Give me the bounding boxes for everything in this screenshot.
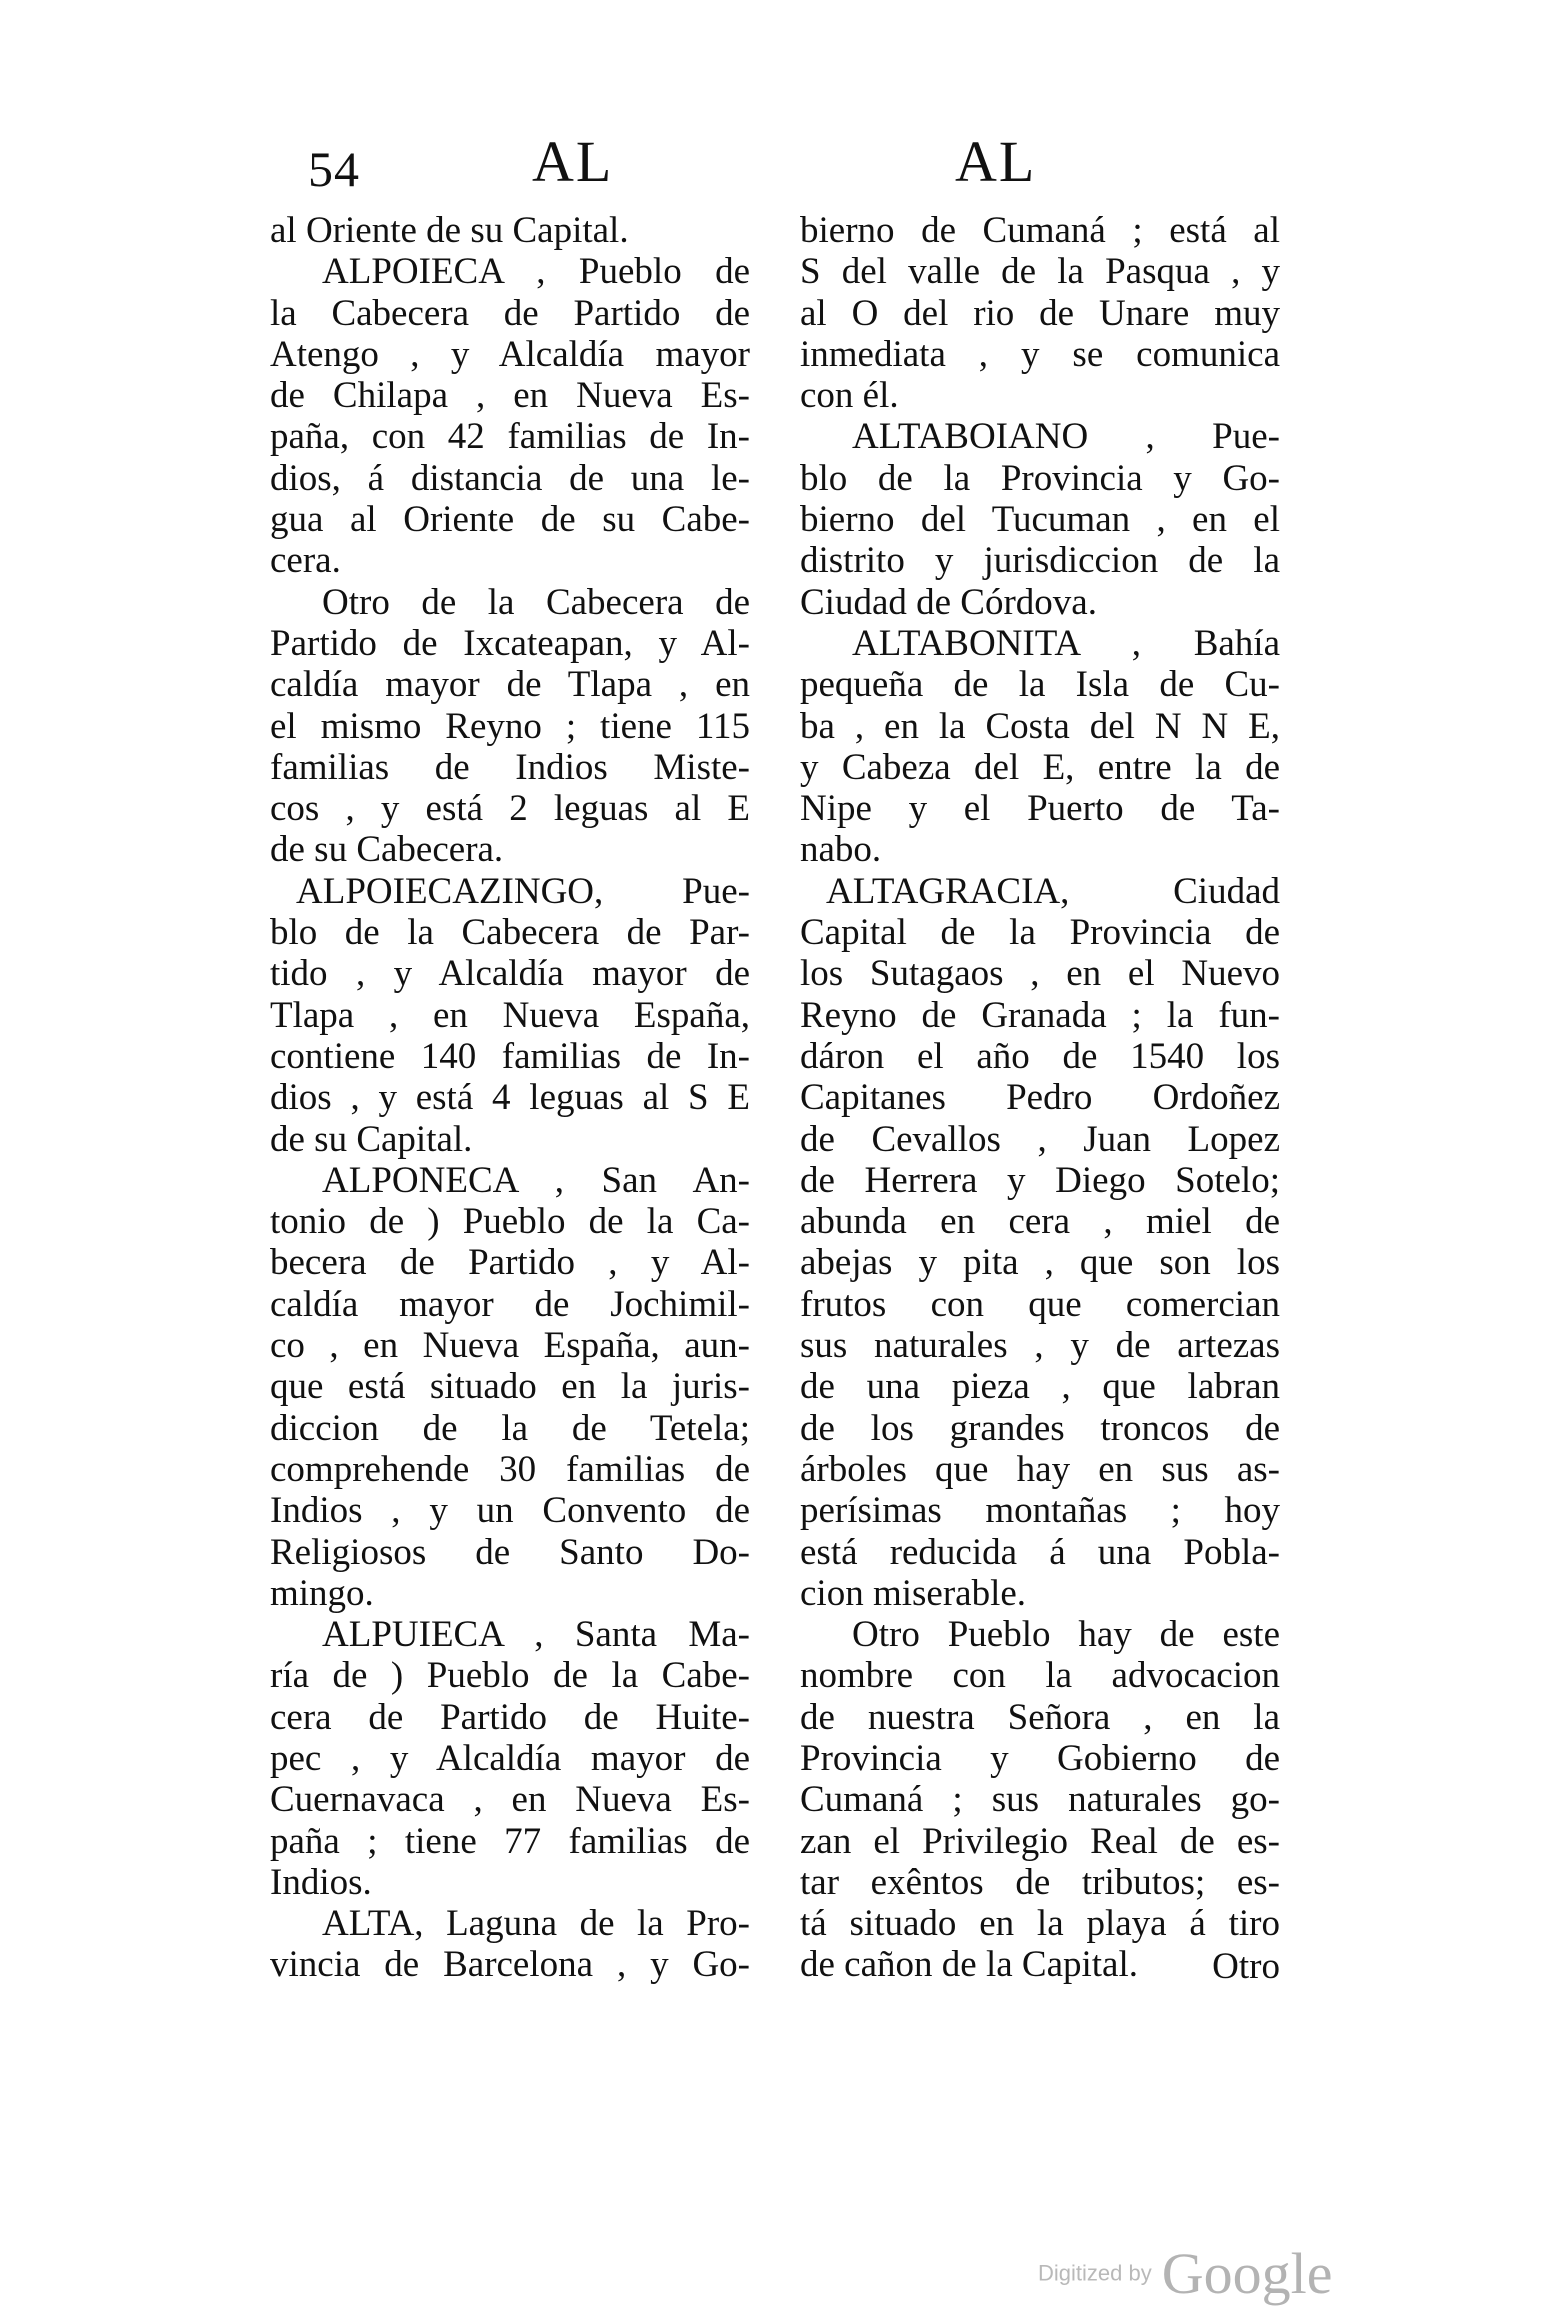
- text-line: la Cabecera de Partido de: [270, 292, 750, 334]
- text-line: zan el Privilegio Real de es-: [800, 1820, 1280, 1862]
- text-line: paña ; tiene 77 familias de: [270, 1820, 750, 1862]
- text-line: pequeña de la Isla de Cu-: [800, 664, 1280, 706]
- text-line: pec , y Alcaldía mayor de: [270, 1737, 750, 1779]
- text-line: Partido de Ixcateapan, y Al-: [270, 622, 750, 664]
- text-line: caldía mayor de Tlapa , en: [270, 664, 750, 706]
- text-line: árboles que hay en sus as-: [800, 1448, 1280, 1490]
- text-line: nabo.: [800, 829, 882, 871]
- text-line: de nuestra Señora , en la: [800, 1696, 1280, 1738]
- text-line: dios , y está 4 leguas al S E: [270, 1077, 750, 1119]
- text-line: de su Cabecera.: [270, 829, 504, 871]
- text-line: bierno del Tucuman , en el: [800, 499, 1280, 541]
- text-line: el mismo Reyno ; tiene 115: [270, 705, 750, 747]
- text-line: al O del rio de Unare muy: [800, 292, 1280, 334]
- text-line: becera de Partido , y Al-: [270, 1242, 750, 1284]
- text-line: Capitanes Pedro Ordoñez: [800, 1077, 1280, 1119]
- text-line: Indios.: [270, 1861, 372, 1903]
- text-line: Provincia y Gobierno de: [800, 1737, 1280, 1779]
- text-line: está reducida á una Pobla-: [800, 1531, 1280, 1573]
- text-line: al Oriente de su Capital.: [270, 210, 629, 251]
- text-line: de los grandes troncos de: [800, 1407, 1280, 1449]
- text-line: co , en Nueva España, aun-: [270, 1325, 750, 1367]
- text-line: inmediata , y se comunica: [800, 333, 1280, 375]
- text-line: Cuernavaca , en Nueva Es-: [270, 1779, 750, 1821]
- text-line: Religiosos de Santo Do-: [270, 1531, 750, 1573]
- entry-heading-line: ALPOIECAZINGO, Pue-: [296, 870, 750, 912]
- text-line: abunda en cera , miel de: [800, 1201, 1280, 1243]
- text-line: mingo.: [270, 1572, 374, 1614]
- text-line: Ciudad de Córdova.: [800, 581, 1097, 623]
- text-line: de Cevallos , Juan Lopez: [800, 1118, 1280, 1160]
- text-line: tá situado en la playa á tiro: [800, 1903, 1280, 1945]
- entry-heading-line: Otro Pueblo hay de este: [852, 1614, 1280, 1656]
- left-text-column: [270, 210, 750, 1986]
- text-line: ba , en la Costa del N N E,: [800, 705, 1280, 747]
- entry-heading-line: ALPONECA , San An-: [322, 1159, 750, 1201]
- text-line: vincia de Barcelona , y Go-: [270, 1944, 750, 1986]
- text-line: bierno de Cumaná ; está al: [800, 210, 1280, 251]
- watermark-prefix: Digitized by: [1038, 2260, 1152, 2286]
- text-line: Reyno de Granada ; la fun-: [800, 994, 1280, 1036]
- text-line: blo de la Provincia y Go-: [800, 457, 1280, 499]
- text-line: de su Capital.: [270, 1118, 473, 1160]
- text-line: tar exêntos de tributos; es-: [800, 1861, 1280, 1903]
- right-text-column: [800, 210, 1280, 1986]
- text-line: Cumaná ; sus naturales go-: [800, 1779, 1280, 1821]
- running-head-left: AL: [532, 129, 614, 194]
- text-line: S del valle de la Pasqua , y: [800, 251, 1280, 293]
- text-line: de una pieza , que labran: [800, 1366, 1280, 1408]
- text-line: tonio de ) Pueblo de la Ca-: [270, 1201, 750, 1243]
- text-line: con él.: [800, 375, 899, 417]
- text-line: perísimas montañas ; hoy: [800, 1490, 1280, 1532]
- page-number: 54: [308, 141, 360, 197]
- text-line: Tlapa , en Nueva España,: [270, 994, 750, 1036]
- text-line: abejas y pita , que son los: [800, 1242, 1280, 1284]
- entry-heading-line: ALPOIECA , Pueblo de: [322, 251, 750, 293]
- text-line: contiene 140 familias de In-: [270, 1035, 750, 1077]
- text-line: Capital de la Provincia de: [800, 912, 1280, 954]
- entry-heading-line: ALTA, Laguna de la Pro-: [322, 1903, 750, 1945]
- text-line: blo de la Cabecera de Par-: [270, 912, 750, 954]
- text-line: tido , y Alcaldía mayor de: [270, 953, 750, 995]
- text-line: caldía mayor de Jochimil-: [270, 1283, 750, 1325]
- text-line: distrito y jurisdiccion de la: [800, 540, 1280, 582]
- text-line: cera de Partido de Huite-: [270, 1696, 750, 1738]
- entry-heading-line: ALTAGRACIA, Ciudad: [826, 870, 1280, 912]
- text-line: frutos con que comercian: [800, 1283, 1280, 1325]
- digitization-watermark: [1038, 2240, 1332, 2307]
- text-line: que está situado en la juris-: [270, 1366, 750, 1408]
- text-line: cos , y está 2 leguas al E: [270, 788, 750, 830]
- text-line: dáron el año de 1540 los: [800, 1035, 1280, 1077]
- text-line: dios, á distancia de una le-: [270, 457, 750, 499]
- text-line: cion miserable.: [800, 1572, 1027, 1614]
- text-line: Indios , y un Convento de: [270, 1490, 750, 1532]
- text-line: Nipe y el Puerto de Ta-: [800, 788, 1280, 830]
- entry-heading-line: Otro de la Cabecera de: [322, 581, 750, 623]
- text-line: cera.: [270, 540, 341, 582]
- text-line: sus naturales , y de artezas: [800, 1325, 1280, 1367]
- running-head-right: AL: [955, 129, 1037, 194]
- text-line: gua al Oriente de su Cabe-: [270, 499, 750, 541]
- entry-heading-line: ALTABOIANO , Pue-: [852, 416, 1280, 458]
- text-line: de Chilapa , en Nueva Es-: [270, 375, 750, 417]
- text-line: diccion de la de Tetela;: [270, 1407, 750, 1449]
- text-line: familias de Indios Miste-: [270, 746, 750, 788]
- text-line: nombre con la advocacion: [800, 1655, 1280, 1697]
- google-logo: Google: [1161, 2241, 1333, 2306]
- text-line: y Cabeza del E, entre la de: [800, 746, 1280, 788]
- text-line: paña, con 42 familias de In-: [270, 416, 750, 458]
- text-line: Atengo , y Alcaldía mayor: [270, 333, 750, 375]
- text-line: de Herrera y Diego Sotelo;: [800, 1159, 1280, 1201]
- catchword: Otro: [1212, 1946, 1280, 1987]
- entry-heading-line: ALPUIECA , Santa Ma-: [322, 1614, 750, 1656]
- text-line: los Sutagaos , en el Nuevo: [800, 953, 1280, 995]
- text-line: ría de ) Pueblo de la Cabe-: [270, 1655, 750, 1697]
- text-line: comprehende 30 familias de: [270, 1448, 750, 1490]
- text-line: de cañon de la Capital.: [800, 1944, 1139, 1986]
- entry-heading-line: ALTABONITA , Bahía: [852, 622, 1280, 664]
